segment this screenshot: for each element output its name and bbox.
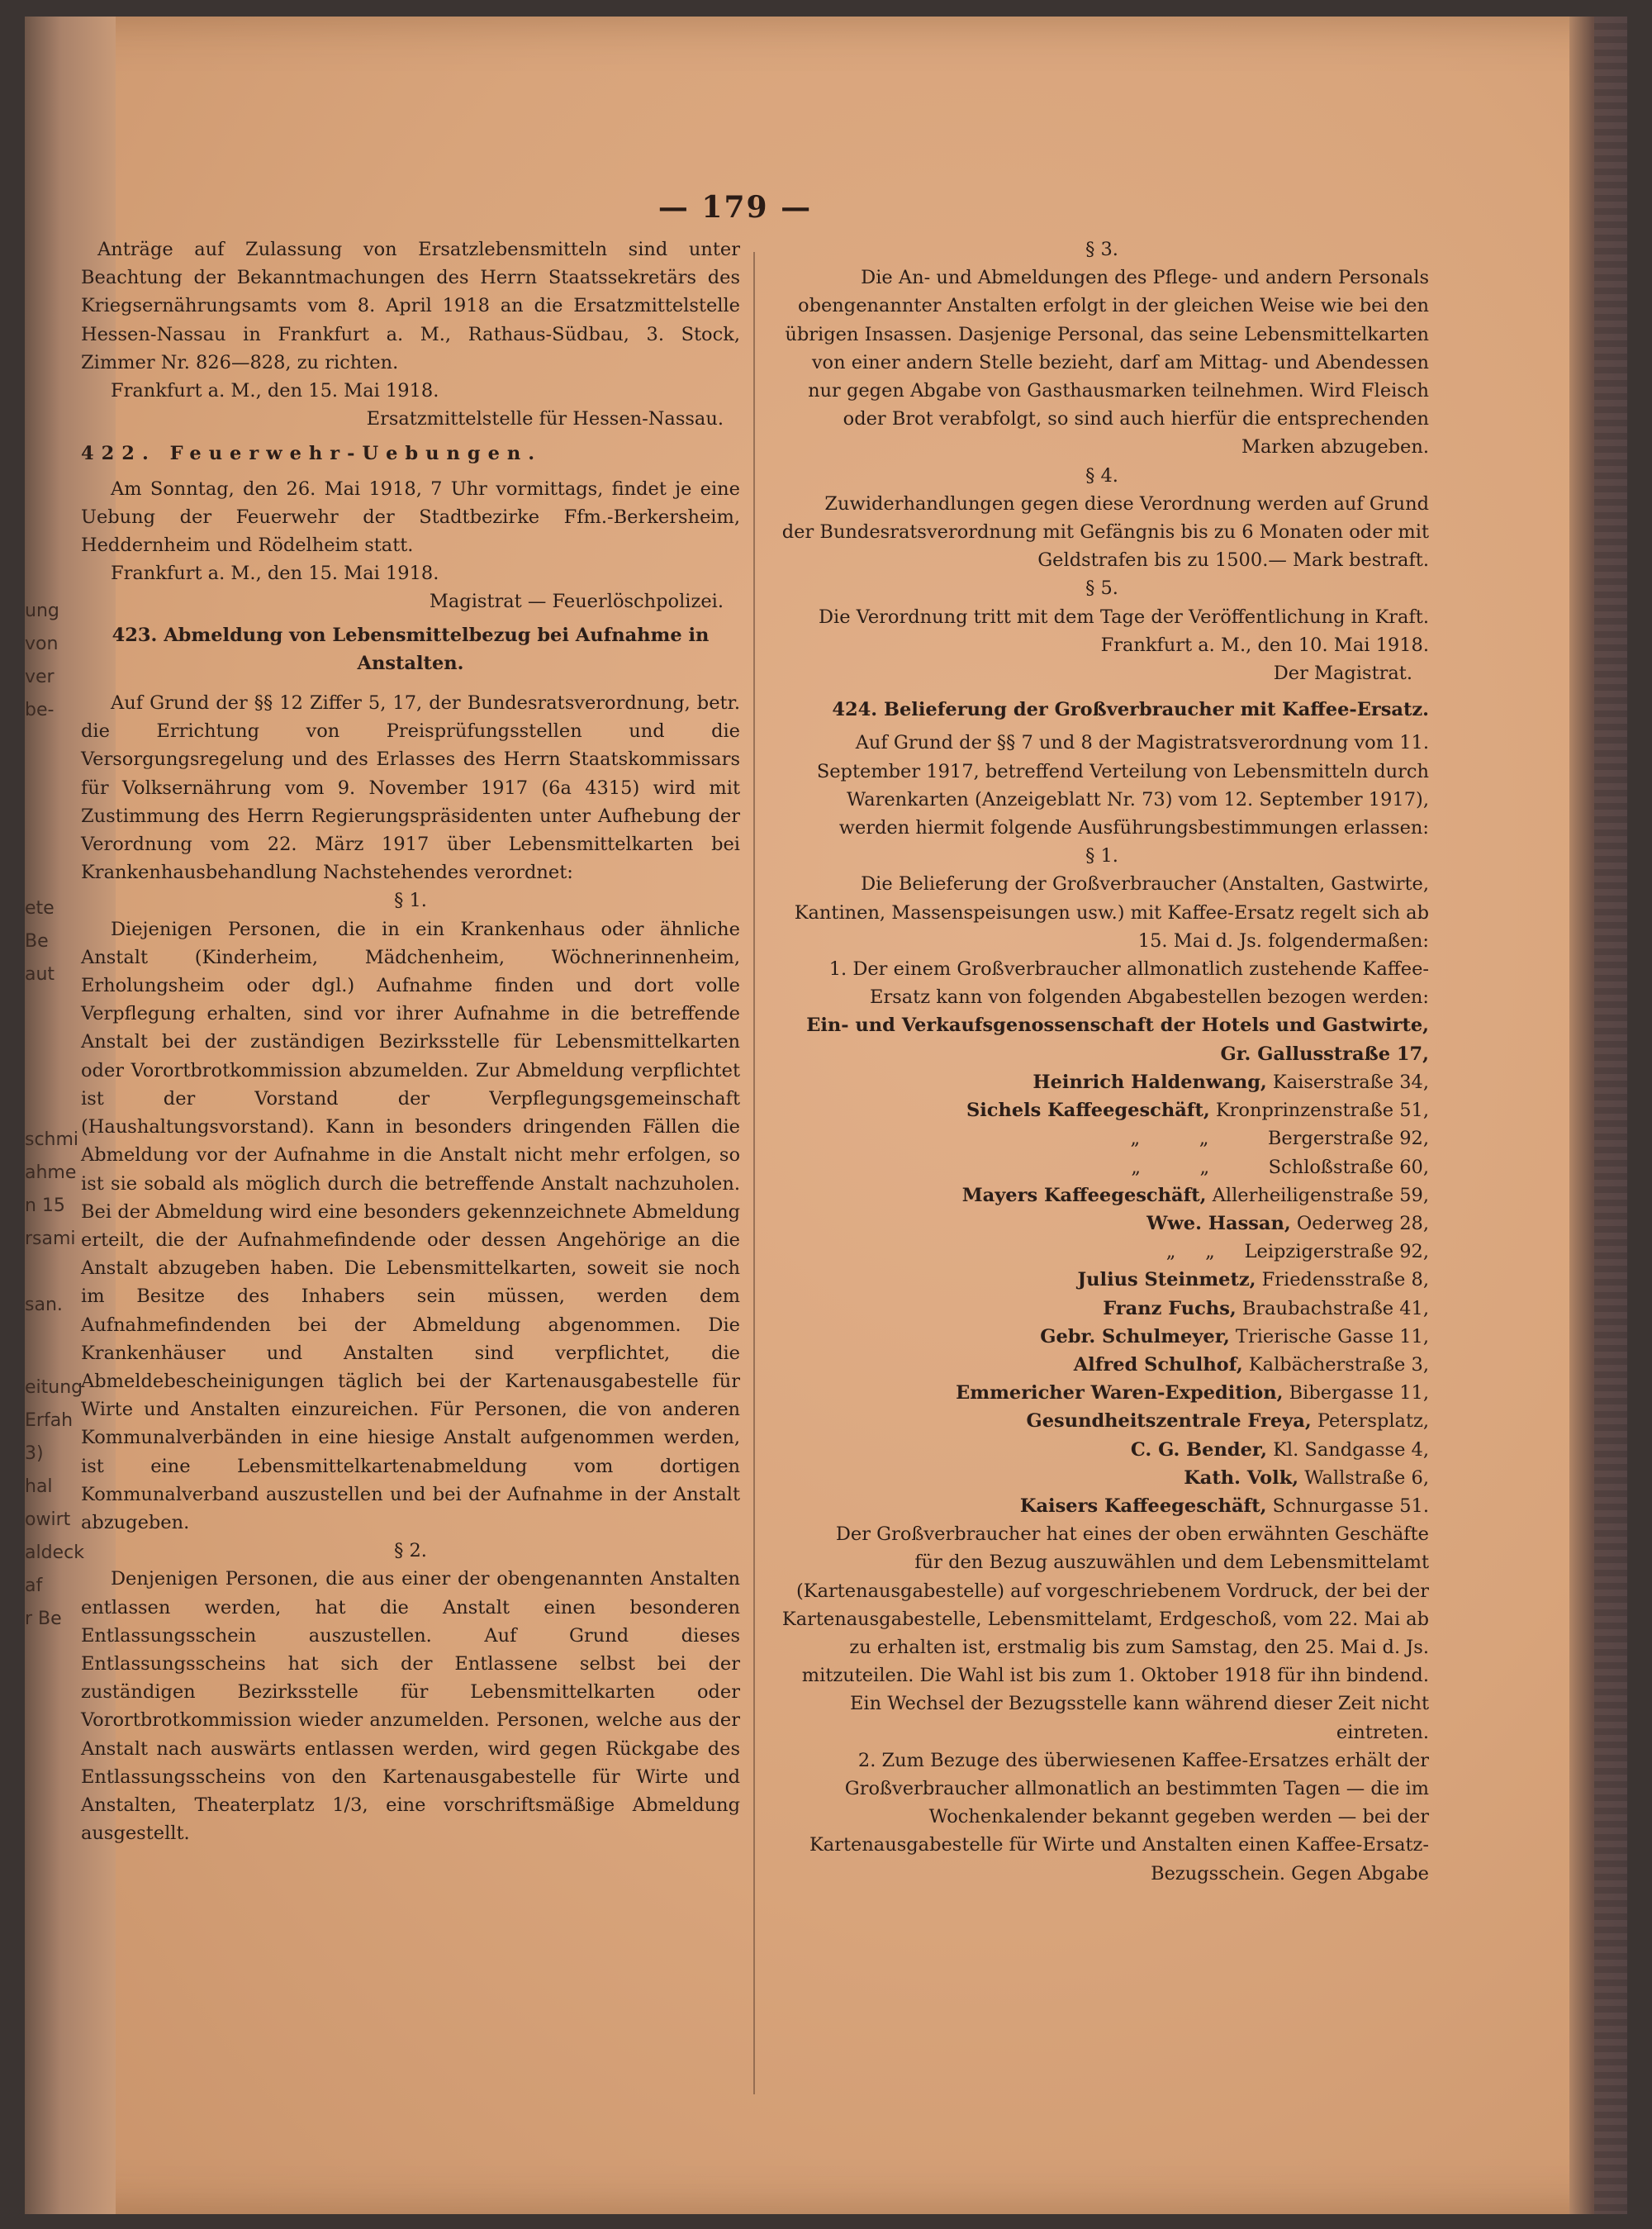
signature: Magistrat — Feuerlöschpolizei. xyxy=(429,591,724,613)
supplier-name: Franz Fuchs, xyxy=(1103,1297,1237,1319)
section-heading: 424. Belieferung der Großverbraucher mit Kaffee-Ersatz. xyxy=(832,699,1429,721)
supplier-address: Trierische Gasse 11, xyxy=(1229,1325,1429,1347)
paragraph: Diejenigen Personen, die in ein Krankenhaus oder ähnliche Anstalt (Kinderheim, Mädchenheim, Wöchnerinnenheim, Erholungsheim oder dgl.) Aufnahme finden und dort volle Verpflegung erhalten, sind vor ihrer Aufnahme in die betreffende Anstalt bei der zuständigen Bezirksstelle für Lebensmittelkarten oder Vorortbrotkommission abzumelden. Zur Abmeldung verpflichtet ist der Vorstand der Verpflegungsgemeinschaft (Haushaltungsvorstand). Kann in besonders dringenden Fällen die Abmeldung vor der Aufnahme in die Anstalt nicht mehr erfolgen, so ist sie sobald als möglich durch die betreffende Anstalt nachzuholen. Bei der Abmeldung wird eine besonders gekennzeichnete Abmeldung erteilt, die der Aufnahmefindende oder dessen Angehörige an die Anstalt abzugeben haben. Die Lebensmittelkarten, soweit sie noch im Besitze des Inhabers sein müssen, werden dem Aufnahmefindenden bei der Abmeldung abgenommen. Die Krankenhäuser und Anstalten sind verpflichtet, die Abmeldebescheinigungen täglich bei der Kartenausgabestelle für Wirte und Anstalten einzureichen. Für Personen, die von anderen Kommunalverbänden in eine hiesige Anstalt aufgenommen werden, ist eine Lebensmittelkartenabmeldung vom dortigen Kommunalverband auszustellen und bei der Aufnahme in der Anstalt abzugeben. xyxy=(81,918,740,1533)
supplier-entry xyxy=(775,1407,1429,1435)
paragraph: Denjenigen Personen, die aus einer der obengenannten Anstalten entlassen werden, hat die Anstalt einen besonderen Entlassungsschein auszustellen. Auf Grund dieses Entlassungsscheins hat sich der Entlassene selbst bei der zuständigen Bezirksstelle für Lebensmittelkarten oder Vorortbrotkommission wieder anzumelden. Personen, welche aus der Anstalt nach auswärts entlassen werden, wird gegen Rückgabe des Entlassungsscheins von den Kartenausgabestelle für Wirte und Anstalten, Theaterplatz 1/3, eine vorschriftsmäßige Abmeldung ausgestellt. xyxy=(81,1568,740,1845)
margin-fragment: rsami xyxy=(25,1229,76,1249)
margin-fragment: Erfah xyxy=(25,1410,74,1431)
margin-fragment: ver xyxy=(25,667,55,687)
supplier-name: Kaisers Kaffeegeschäft, xyxy=(1019,1495,1267,1517)
supplier-address: Petersplatz, xyxy=(1311,1410,1429,1433)
margin-fragment: af xyxy=(25,1576,43,1596)
supplier-address: Friedensstraße 8, xyxy=(1256,1269,1429,1291)
section-heading: 422. Feuerwehr-Uebungen. xyxy=(81,443,543,465)
paragraph: Frankfurt a. M., den 15. Mai 1918. xyxy=(111,563,439,585)
supplier-address: Oederweg 28, xyxy=(1290,1212,1429,1234)
margin-fragment: owirt xyxy=(25,1509,71,1530)
paragraph: 2. Zum Bezuge des überwiesenen Kaffee-Ersatzes erhält der Großverbraucher allmonatlich an bestimmten Tagen — die im Wochenkalender bekannt gegeben werden — bei der Kartenausgabestelle für Wirte und Anstalten einen Kaffee-Ersatz-Bezugsschein. Gegen Abgabe xyxy=(809,1749,1429,1884)
supplier-name: Alfred Schulhof, xyxy=(1073,1353,1243,1376)
supplier-entry xyxy=(775,1068,1429,1096)
spine-binding xyxy=(1594,17,1627,2214)
supplier-address: Bibergasse 11, xyxy=(1283,1382,1429,1404)
supplier-address: Kronprinzenstraße 51, xyxy=(1209,1100,1429,1122)
paragraph: Die Belieferung der Großverbraucher (Anstalten, Gastwirte, Kantinen, Massenspeisungen usw.) mit Kaffee-Ersatz regelt sich ab 15. Mai d. Js. folgendermaßen: xyxy=(794,873,1429,952)
right-column xyxy=(775,235,1429,1888)
supplier-address: Allerheiligenstraße 59, xyxy=(1206,1184,1429,1206)
margin-fragment: n 15 xyxy=(25,1195,65,1216)
section-heading: 423. Abmeldung von Lebensmittelbezug bei Aufnahme in Anstalten. xyxy=(112,624,710,674)
supplier-name: Sichels Kaffeegeschäft, xyxy=(966,1100,1210,1122)
paragraph-number: § 1. xyxy=(1085,845,1118,867)
page-number: — 179 — xyxy=(657,190,813,225)
supplier-name: Gesundheitszentrale Freya, xyxy=(1026,1410,1312,1433)
supplier-entry xyxy=(775,1096,1429,1124)
supplier-entry-ditto: „ „ Bergerstraße 92, xyxy=(1130,1128,1429,1150)
supplier-name: Mayers Kaffeegeschäft, xyxy=(961,1184,1207,1206)
paragraph: Auf Grund der §§ 7 und 8 der Magistratsverordnung vom 11. September 1917, betreffend Verteilung von Lebensmitteln durch Warenkarten (Anzeigeblatt Nr. 73) vom 12. September 1917), werden hiermit folgende Ausführungsbestimmungen erlassen: xyxy=(816,732,1429,839)
supplier-entry xyxy=(775,1492,1429,1520)
column-divider xyxy=(753,252,755,2094)
paragraph: Frankfurt a. M., den 15. Mai 1918. xyxy=(111,380,439,402)
paragraph: 1. Der einem Großverbraucher allmonatlich zustehende Kaffee-Ersatz kann von folgenden Abgabestellen bezogen werden: xyxy=(828,958,1429,1009)
supplier-entry-ditto: „ „ Leipzigerstraße 92, xyxy=(1165,1241,1429,1263)
margin-fragment: eitung xyxy=(25,1377,83,1398)
margin-fragment: ahme xyxy=(25,1162,77,1183)
paragraph-number: § 2. xyxy=(394,1540,427,1562)
paragraph: Am Sonntag, den 26. Mai 1918, 7 Uhr vormittags, findet je eine Uebung der Feuerwehr der Stadtbezirke Ffm.-Berkersheim, Heddernheim und Rödelheim statt. xyxy=(81,478,740,557)
supplier-address: Braubachstraße 41, xyxy=(1236,1297,1429,1319)
paragraph-number: § 1. xyxy=(394,890,427,912)
supplier-name: Julius Steinmetz, xyxy=(1077,1269,1256,1291)
supplier-name: Wwe. Hassan, xyxy=(1146,1212,1291,1234)
margin-fragment: 3) hal xyxy=(25,1443,53,1497)
margin-fragment: von xyxy=(25,634,59,654)
margin-fragment: aut xyxy=(25,964,55,985)
margin-fragment: Be xyxy=(25,931,49,952)
supplier-address: Kl. Sandgasse 4, xyxy=(1266,1438,1429,1461)
margin-fragment: ete xyxy=(25,898,55,919)
paragraph: Auf Grund der §§ 12 Ziffer 5, 17, der Bundesratsverordnung, betr. die Errichtung von Preisprüfungsstellen und die Versorgungsregelung und des Erlasses des Herrn Staatskommissars für Volksernährung vom 9. November 1917 (6a 4315) wird mit Zustimmung des Herrn Regierungspräsidenten unter Aufhebung der Verordnung vom 22. März 1917 über Lebensmittelkarten bei Krankenhausbehandlung Nachstehendes verordnet: xyxy=(81,692,740,884)
paragraph-number: § 3. xyxy=(1085,239,1118,260)
supplier-address: Kaiserstraße 34, xyxy=(1266,1071,1429,1093)
margin-fragment: r Be xyxy=(25,1609,62,1629)
supplier-entry xyxy=(775,1181,1429,1210)
margin-fragment: aldeck xyxy=(25,1542,84,1563)
paragraph-number: § 5. xyxy=(1085,577,1118,600)
margin-fragment: san. xyxy=(25,1295,63,1315)
supplier-address: Wallstraße 6, xyxy=(1298,1466,1429,1489)
paragraph-number: § 4. xyxy=(1085,464,1118,487)
supplier-entry xyxy=(775,1436,1429,1464)
supplier-address: Kalbächerstraße 3, xyxy=(1242,1353,1429,1376)
paragraph: Der Großverbraucher hat eines der oben erwähnten Geschäfte für den Bezug auszuwählen und dem Lebensmittelamt (Kartenausgabestelle) auf vorgeschriebenem Vordruck, der bei der Kartenausgabestelle, Lebensmittelamt, Erdgeschoß, vom 22. Mai ab zu erhalten ist, erstmalig bis zum Samstag, den 25. Mai d. Js. mitzuteilen. Die Wahl ist bis zum 1. Oktober 1918 für ihn bindend. Ein Wechsel der Bezugsstelle kann während dieser Zeit nicht eintreten. xyxy=(781,1523,1429,1743)
paragraph: Zuwiderhandlungen gegen diese Verordnung werden auf Grund der Bundesratsverordnung mit Gefängnis bis zu 6 Monaten oder mit Geldstrafen bis zu 1500.— Mark bestraft. xyxy=(781,492,1429,572)
signature: Der Magistrat. xyxy=(1273,663,1412,685)
supplier-entry xyxy=(775,1351,1429,1379)
left-column xyxy=(81,235,740,1847)
signature: Ersatzmittelstelle für Hessen-Nassau. xyxy=(366,408,724,430)
supplier-address: Schnurgasse 51. xyxy=(1266,1495,1429,1517)
supplier-entry: Ein- und Verkaufsgenossenschaft der Hotels und Gastwirte, Gr. Gallusstraße 17, xyxy=(806,1015,1429,1065)
supplier-entry xyxy=(775,1464,1429,1492)
scanned-page xyxy=(25,17,1627,2214)
supplier-name: Emmericher Waren-Expedition, xyxy=(956,1382,1284,1404)
supplier-name: Gebr. Schulmeyer, xyxy=(1040,1325,1230,1347)
supplier-entry xyxy=(775,1210,1429,1238)
supplier-name: C. G. Bender, xyxy=(1130,1438,1267,1461)
margin-fragment: schmi xyxy=(25,1129,79,1150)
paragraph: Die Verordnung tritt mit dem Tage der Veröffentlichung in Kraft. Frankfurt a. M., den 10. Mai 1918. xyxy=(818,606,1429,656)
supplier-entry xyxy=(775,1323,1429,1351)
paragraph: Anträge auf Zulassung von Ersatzlebensmitteln sind unter Beachtung der Bekanntmachungen des Herrn Staatssekretärs des Kriegsernährungsamts vom 8. April 1918 an die Ersatzmittelstelle Hessen-Nassau in Frankfurt a. M., Rathaus-Südbau, 3. Stock, Zimmer Nr. 826—828, zu richten. xyxy=(81,239,740,373)
supplier-name: Kath. Volk, xyxy=(1184,1466,1299,1489)
supplier-entry xyxy=(775,1266,1429,1294)
supplier-entry xyxy=(775,1295,1429,1323)
book-spine xyxy=(1569,17,1627,2214)
supplier-entry-ditto: „ „ Schloßstraße 60, xyxy=(1131,1156,1429,1178)
supplier-name: Heinrich Haldenwang, xyxy=(1032,1071,1267,1093)
previous-page-fragments xyxy=(25,595,84,1636)
margin-fragment: be- xyxy=(25,700,55,720)
margin-fragment: ung xyxy=(25,601,59,621)
paragraph: Die An- und Abmeldungen des Pflege- und andern Personals obengenannter Anstalten erfolgt in der gleichen Weise wie bei den übrigen Insassen. Dasjenige Personal, das seine Lebensmittelkarten von einer andern Stelle bezieht, darf am Mittag- und Abendessen nur gegen Abgabe von Gasthausmarken teilnehmen. Wird Fleisch oder Brot verabfolgt, so sind auch hierfür die entsprechenden Marken abzugeben. xyxy=(785,267,1429,459)
supplier-entry xyxy=(775,1379,1429,1407)
